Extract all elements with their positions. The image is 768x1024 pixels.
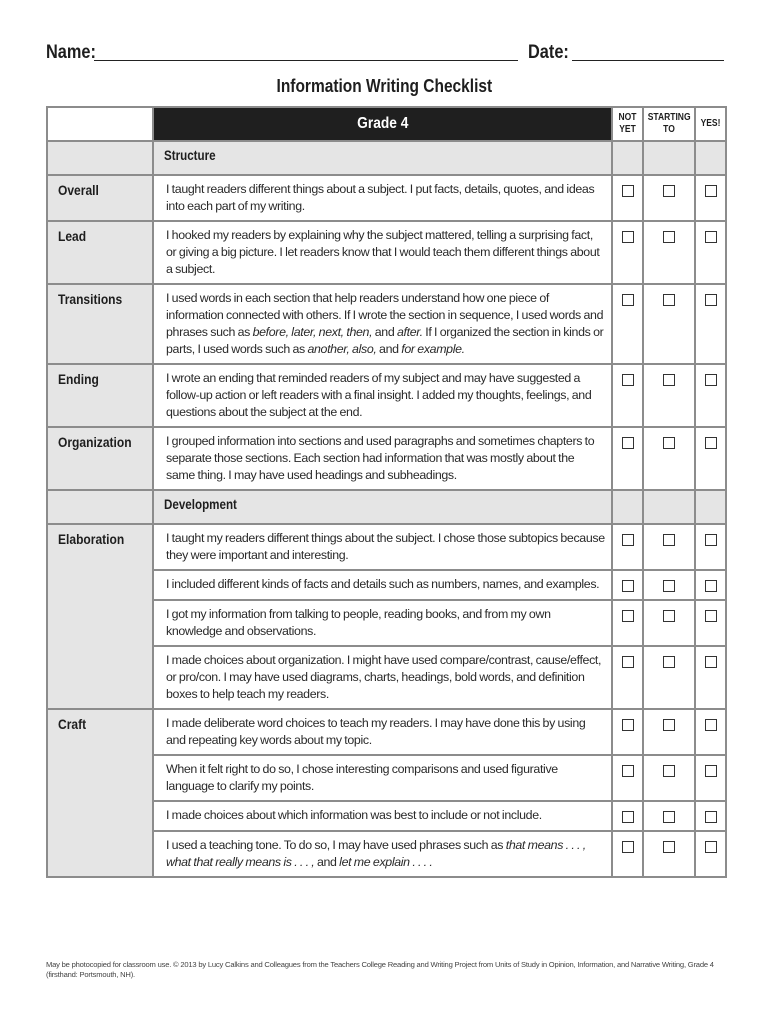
table-header-row xyxy=(47,107,726,141)
item-text-organization: I grouped information into sections and used paragraphs and sometimes chapters to separate those sections. Each section had information that was mostly about the same thing. I may have used headings and subheadings. xyxy=(153,427,612,490)
category-elaboration: Elaboration xyxy=(47,524,153,709)
not-yet-checkbox[interactable] xyxy=(622,534,634,546)
not-yet-checkbox[interactable] xyxy=(622,374,634,386)
category-transitions: Transitions xyxy=(47,284,153,364)
item-text-elaboration-1: I taught my readers different things about the subject. I chose those subtopics because they were important and interesting. xyxy=(153,524,612,570)
yes-checkbox[interactable] xyxy=(705,841,717,853)
yes-checkbox[interactable] xyxy=(705,656,717,668)
section-row-structure xyxy=(47,141,726,175)
table-row xyxy=(47,524,726,570)
category-ending: Ending xyxy=(47,364,153,427)
starting-to-checkbox[interactable] xyxy=(663,610,675,622)
copyright-footer: May be photocopied for classroom use. © 2013 by Lucy Calkins and Colleagues from the Teachers College Reading and Writing Project from Units of Study in Opinion, Information, and Narrative Writing, Grade 4 (firsthand: Portsmouth, NH). xyxy=(46,960,714,979)
starting-to-checkbox[interactable] xyxy=(663,185,675,197)
yes-checkbox[interactable] xyxy=(705,534,717,546)
yes-checkbox[interactable] xyxy=(705,580,717,592)
not-yet-checkbox[interactable] xyxy=(622,765,634,777)
not-yet-checkbox[interactable] xyxy=(622,841,634,853)
name-label: Name: xyxy=(46,42,96,63)
starting-to-checkbox[interactable] xyxy=(663,811,675,823)
category-overall: Overall xyxy=(47,175,153,221)
item-text-lead: I hooked my readers by explaining why the subject mattered, telling a surprising fact, or giving a big picture. I let readers know that I would teach them different things about a subject. xyxy=(153,221,612,284)
table-row xyxy=(47,175,726,221)
starting-to-checkbox[interactable] xyxy=(663,656,675,668)
category-lead: Lead xyxy=(47,221,153,284)
item-text-craft-4: I used a teaching tone. To do so, I may have used phrases such as that means . . . , what that really means is . . . , and let me explain . . . . xyxy=(153,831,612,877)
item-text-ending: I wrote an ending that reminded readers of my subject and may have suggested a follow-up action or left readers with a final insight. I added my thoughts, feelings, and questions about the subject at the end. xyxy=(153,364,612,427)
starting-to-checkbox[interactable] xyxy=(663,437,675,449)
table-row xyxy=(47,709,726,755)
item-text-elaboration-3: I got my information from talking to people, reading books, and from my own knowledge and observations. xyxy=(153,600,612,646)
starting-to-checkbox[interactable] xyxy=(663,374,675,386)
item-text-craft-2: When it felt right to do so, I chose interesting comparisons and used figurative language to clarify my points. xyxy=(153,755,612,801)
starting-to-checkbox[interactable] xyxy=(663,719,675,731)
date-field[interactable] xyxy=(572,60,724,61)
starting-to-checkbox[interactable] xyxy=(663,294,675,306)
yes-checkbox[interactable] xyxy=(705,811,717,823)
table-row xyxy=(47,427,726,490)
date-label: Date: xyxy=(528,42,569,63)
not-yet-checkbox[interactable] xyxy=(622,580,634,592)
name-field[interactable] xyxy=(94,60,518,61)
starting-to-checkbox[interactable] xyxy=(663,534,675,546)
section-title-structure: Structure xyxy=(153,141,612,175)
page-title: Information Writing Checklist xyxy=(276,76,492,96)
category-craft: Craft xyxy=(47,709,153,877)
yes-checkbox[interactable] xyxy=(705,719,717,731)
yes-checkbox[interactable] xyxy=(705,294,717,306)
starting-to-checkbox[interactable] xyxy=(663,765,675,777)
yes-checkbox[interactable] xyxy=(705,231,717,243)
column-header-yes: YES! xyxy=(695,107,726,141)
yes-checkbox[interactable] xyxy=(705,437,717,449)
not-yet-checkbox[interactable] xyxy=(622,610,634,622)
starting-to-checkbox[interactable] xyxy=(663,580,675,592)
column-header-not-yet: NOT YET xyxy=(612,107,643,141)
table-row xyxy=(47,364,726,427)
header xyxy=(46,40,724,70)
not-yet-checkbox[interactable] xyxy=(622,231,634,243)
not-yet-checkbox[interactable] xyxy=(622,437,634,449)
not-yet-checkbox[interactable] xyxy=(622,656,634,668)
item-text-craft-1: I made deliberate word choices to teach my readers. I may have done this by using and repeating key words about my topic. xyxy=(153,709,612,755)
starting-to-checkbox[interactable] xyxy=(663,231,675,243)
not-yet-checkbox[interactable] xyxy=(622,719,634,731)
section-row-development xyxy=(47,490,726,524)
not-yet-checkbox[interactable] xyxy=(622,811,634,823)
checklist-table xyxy=(46,106,727,878)
item-text-overall: I taught readers different things about a subject. I put facts, details, quotes, and ideas into each part of my writing. xyxy=(153,175,612,221)
yes-checkbox[interactable] xyxy=(705,765,717,777)
starting-to-checkbox[interactable] xyxy=(663,841,675,853)
column-header-starting-to: STARTING TO xyxy=(643,107,695,141)
yes-checkbox[interactable] xyxy=(705,185,717,197)
item-text-elaboration-2: I included different kinds of facts and details such as numbers, names, and examples. xyxy=(153,570,612,600)
yes-checkbox[interactable] xyxy=(705,374,717,386)
yes-checkbox[interactable] xyxy=(705,610,717,622)
table-row xyxy=(47,284,726,364)
header-blank-cell xyxy=(47,107,153,141)
not-yet-checkbox[interactable] xyxy=(622,294,634,306)
table-row xyxy=(47,221,726,284)
section-title-development: Development xyxy=(153,490,612,524)
item-text-elaboration-4: I made choices about organization. I might have used compare/contrast, cause/effect, or pro/con. I may have used diagrams, charts, headings, bold words, and definition boxes to help teach my readers. xyxy=(153,646,612,709)
grade-header: Grade 4 xyxy=(153,107,612,141)
not-yet-checkbox[interactable] xyxy=(622,185,634,197)
item-text-transitions: I used words in each section that help readers understand how one piece of information connected with others. If I wrote the section in sequence, I used words and phrases such as before, later, next, then, and after. If I organized the section in kinds or parts, I used words such as another, also, and for example. xyxy=(153,284,612,364)
category-organization: Organization xyxy=(47,427,153,490)
item-text-craft-3: I made choices about which information was best to include or not include. xyxy=(153,801,612,831)
